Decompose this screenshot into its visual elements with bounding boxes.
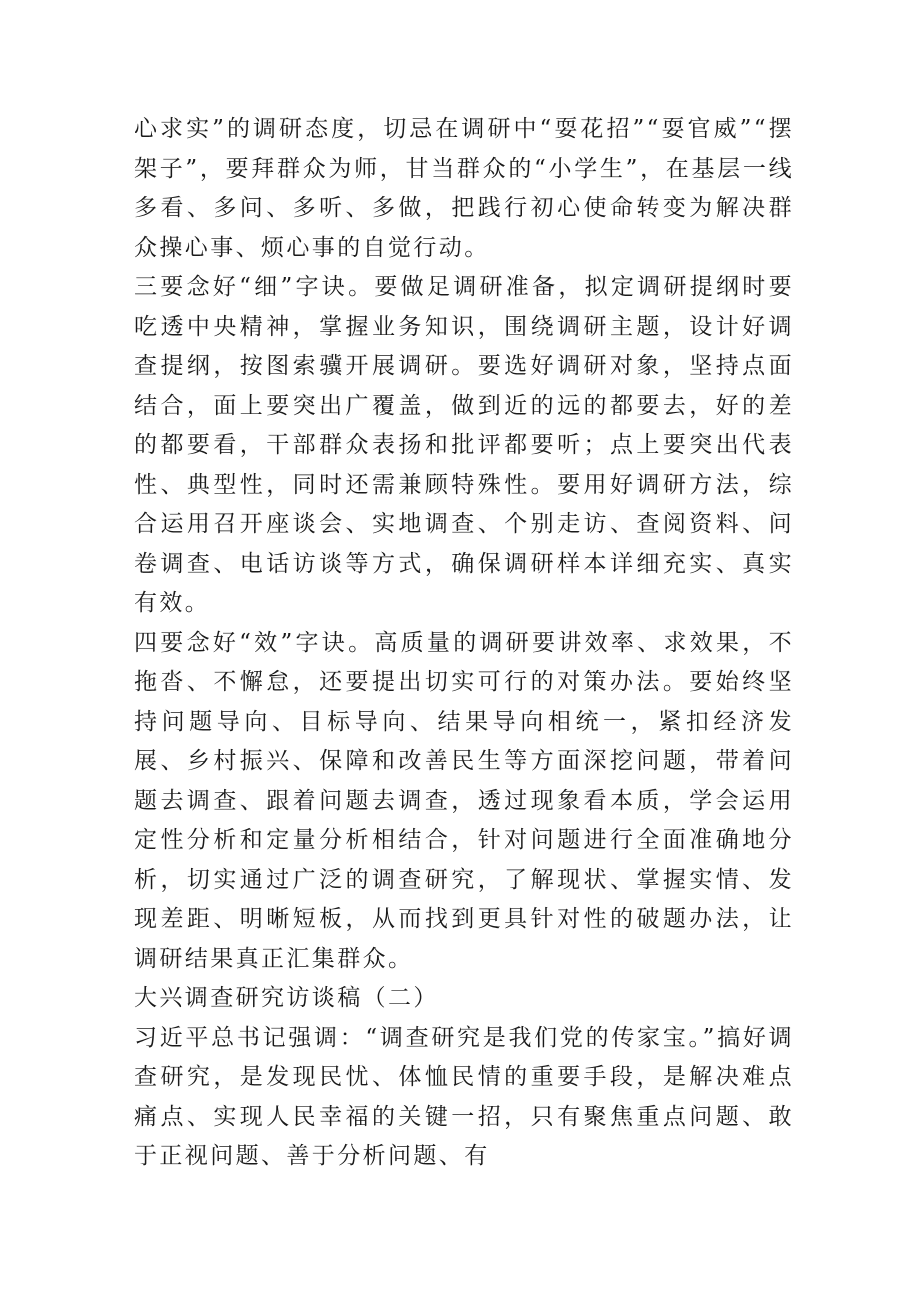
paragraph-four-xiao: 四要念好“效”字诀。高质量的调研要讲效率、求效果，不拖沓、不懈怠，还要提出切实可行的对策办法。要始终坚持问题导向、目标导向、结果导向相统一，紧扣经济发展、乡村振兴、保障和改善民生等方面深挖问题，带着问题去调查、跟着问题去调查，透过现象看本质，学会运用定性分析和定量分析相结合，针对问题进行全面准确地分析，切实通过广泛的调查研究，了解现状、掌握实情、发现差距、明晰短板，从而找到更具针对性的破题办法，让调研结果真正汇集群众。 (134, 629, 794, 972)
paragraph-three-xi: 三要念好“细”字诀。要做足调研准备，拟定调研提纲时要吃透中央精神，掌握业务知识，围绕调研主题，设计好调查提纲，按图索骥开展调研。要选好调研对象，坚持点面结合，面上要突出广覆盖，做到近的远的都要去，好的差的都要看，干部群众表扬和批评都要听；点上要突出代表性、典型性，同时还需兼顾特殊性。要用好调研方法，综合运用召开座谈会、实地调查、个别走访、查阅资料、问卷调查、电话访谈等方式，确保调研样本详细充实、真实有效。 (134, 274, 794, 616)
paragraph-continuation: 心求实”的调研态度，切忌在调研中“耍花招”“耍官威”“摆架子”，要拜群众为师，甘当群众的“小学生”，在基层一线多看、多问、多听、多做，把践行初心使命转变为解决群众操心事、烦心事的自觉行动。 (134, 116, 794, 261)
paragraph-closing: 习近平总书记强调：“调查研究是我们党的传家宝。”搞好调查研究，是发现民忧、体恤民情的重要手段，是解决难点痛点、实现人民幸福的关键一招，只有聚焦重点问题、敢于正视问题、善于分析问题、有 (134, 1024, 794, 1169)
document-body (134, 110, 794, 1177)
section-title: 大兴调查研究访谈稿（二） (134, 985, 439, 1011)
